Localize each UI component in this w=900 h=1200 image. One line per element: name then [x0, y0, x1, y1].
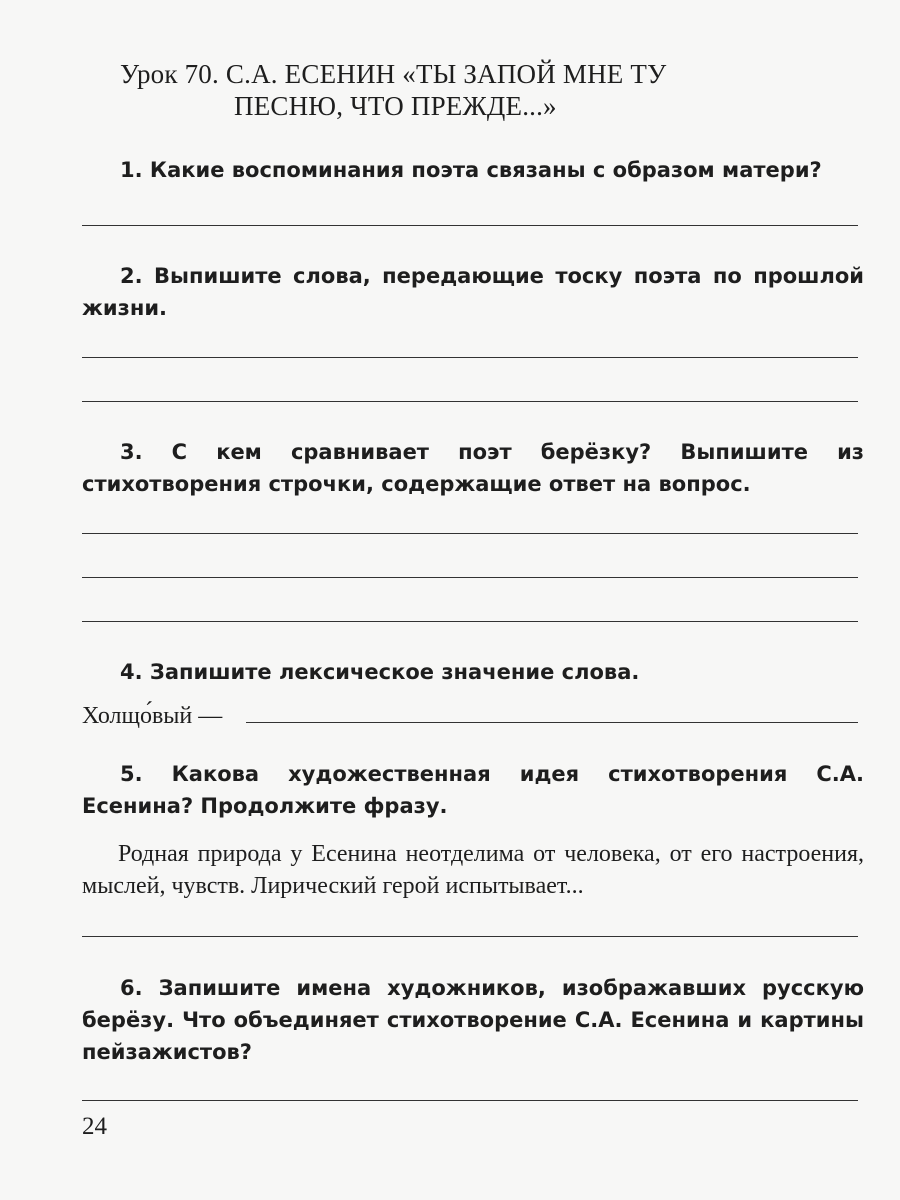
q5-phrase: Родная природа у Есенина неотделима от человека, от его настроения, мыслей, чувств. Лирический герой испытывает...	[82, 841, 864, 899]
answer-line-3b[interactable]	[82, 577, 858, 578]
answer-line-2a[interactable]	[82, 357, 858, 358]
lesson-title	[120, 58, 666, 122]
word-prompt: Холщо́вый —	[82, 703, 223, 729]
question-1: 1. Какие воспоминания поэта связаны с образом матери?	[120, 158, 822, 182]
lesson-title-line2: ПЕСНЮ, ЧТО ПРЕЖДЕ...»	[234, 91, 557, 121]
question-3: 3. С кем сравнивает поэт берёзку? Выпишите из стихотворения строчки, содержащие ответ на вопрос.	[82, 440, 864, 496]
answer-line-1[interactable]	[82, 225, 858, 226]
question-4: 4. Запишите лексическое значение слова.	[120, 660, 640, 684]
page-number: 24	[82, 1113, 107, 1140]
answer-line-6[interactable]	[82, 1100, 858, 1101]
answer-line-5[interactable]	[82, 936, 858, 937]
answer-line-2b[interactable]	[82, 401, 858, 402]
answer-line-3c[interactable]	[82, 621, 858, 622]
answer-line-3a[interactable]	[82, 533, 858, 534]
question-6: 6. Запишите имена художников, изображавших русскую берёзу. Что объединяет стихотворение С.А. Есенина и картины пейзажистов?	[82, 976, 864, 1064]
answer-line-4[interactable]	[246, 722, 858, 723]
lesson-title-line1: Урок 70. С.А. ЕСЕНИН «ТЫ ЗАПОЙ МНЕ ТУ	[120, 59, 667, 89]
question-2: 2. Выпишите слова, передающие тоску поэта по прошлой жизни.	[82, 264, 864, 320]
question-5: 5. Какова художественная идея стихотворения С.А. Есенина? Продолжите фразу.	[82, 762, 864, 818]
